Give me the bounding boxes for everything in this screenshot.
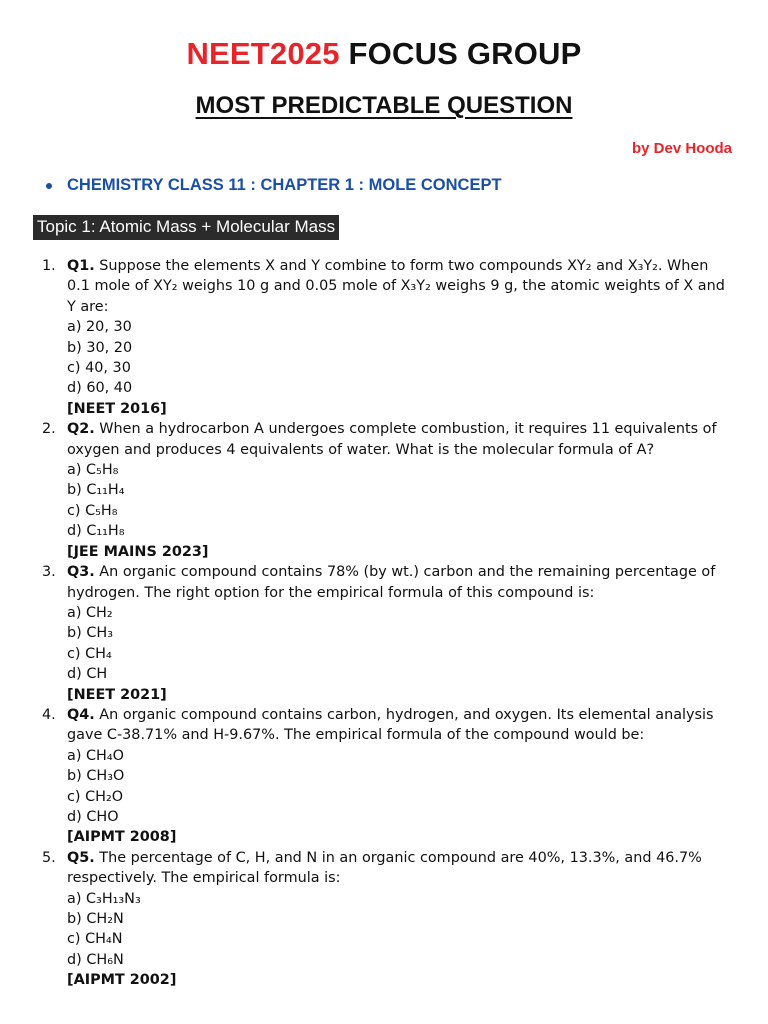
- question-text: An organic compound contains carbon, hydrogen, and oxygen. Its elemental analysis gave C-38.71% and H-9.67%. The empirical formula of the compound would be:: [67, 706, 714, 744]
- page-title: [0, 36, 768, 72]
- question-text: The percentage of C, H, and N in an organic compound are 40%, 13.3%, and 46.7% respectively. The empirical formula is:: [67, 849, 702, 887]
- question-source: [JEE MAINS 2023]: [67, 543, 209, 560]
- title-focus-group: FOCUS GROUP: [348, 36, 582, 71]
- option-c: c) CH₂O: [67, 788, 124, 805]
- option-a: a) C₃H₁₃N₃: [67, 890, 141, 907]
- chapter-heading-text: CHEMISTRY CLASS 11 : CHAPTER 1 : MOLE CONCEPT: [67, 176, 502, 194]
- question-item: [0, 705, 768, 848]
- question-source: [NEET 2016]: [67, 400, 167, 417]
- question-number: 3.: [42, 564, 56, 581]
- topic-heading: Topic 1: Atomic Mass + Molecular Mass: [33, 215, 339, 240]
- question-item: [0, 848, 768, 991]
- option-d: d) CHO: [67, 808, 119, 825]
- question-item: [0, 419, 768, 562]
- question-list: [0, 256, 768, 991]
- question-number: 2.: [42, 421, 56, 438]
- question-number: 5.: [42, 849, 56, 866]
- option-b: b) CH₃: [67, 625, 113, 642]
- question-item: [0, 256, 768, 419]
- question-label: Q1.: [67, 258, 95, 274]
- option-d: d) C₁₁H₈: [67, 523, 125, 540]
- page-subtitle: MOST PREDICTABLE QUESTION: [195, 92, 573, 119]
- title-neet2025: NEET2025: [186, 36, 340, 71]
- question-text: Suppose the elements X and Y combine to form two compounds XY₂ and X₃Y₂. When 0.1 mole of XY₂ weighs 10 g and 0.05 mole of X₃Y₂ weighs 9 g, the atomic weights of X and Y are:: [67, 258, 725, 315]
- question-label: Q2.: [67, 421, 95, 438]
- question-label: Q4.: [67, 706, 95, 723]
- option-b: b) C₁₁H₄: [67, 482, 125, 499]
- bullet-icon: [46, 183, 52, 189]
- author-credit: by Dev Hooda: [631, 140, 732, 157]
- option-a: a) C₅H₈: [67, 462, 119, 479]
- option-d: d) 60, 40: [67, 380, 133, 397]
- question-text: When a hydrocarbon A undergoes complete combustion, it requires 11 equivalents of oxygen and produces 4 equivalents of water. What is the molecular formula of A?: [67, 421, 717, 458]
- option-a: a) CH₄O: [67, 747, 124, 764]
- question-label: Q3.: [67, 564, 95, 581]
- question-item: [0, 562, 768, 705]
- chapter-heading: [46, 176, 502, 195]
- question-source: [NEET 2021]: [67, 686, 167, 703]
- option-c: c) C₅H₈: [67, 502, 118, 519]
- option-a: a) 20, 30: [67, 319, 132, 336]
- option-d: d) CH: [67, 666, 108, 683]
- question-source: [AIPMT 2008]: [67, 829, 177, 846]
- question-number: 4.: [42, 706, 56, 723]
- option-b: b) CH₂N: [67, 911, 124, 927]
- option-c: c) CH₄: [67, 645, 112, 662]
- option-d: d) CH₆N: [67, 951, 124, 968]
- option-a: a) CH₂: [67, 604, 113, 621]
- question-text: An organic compound contains 78% (by wt.) carbon and the remaining percentage of hydrogen. The right option for the empirical formula of this compound is:: [67, 564, 716, 601]
- option-c: c) CH₄N: [67, 931, 123, 948]
- question-number: 1.: [42, 258, 56, 274]
- option-b: b) 30, 20: [67, 339, 133, 356]
- option-b: b) CH₃O: [67, 768, 125, 785]
- question-source: [AIPMT 2002]: [67, 972, 177, 989]
- option-c: c) 40, 30: [67, 360, 131, 377]
- question-label: Q5.: [67, 849, 95, 866]
